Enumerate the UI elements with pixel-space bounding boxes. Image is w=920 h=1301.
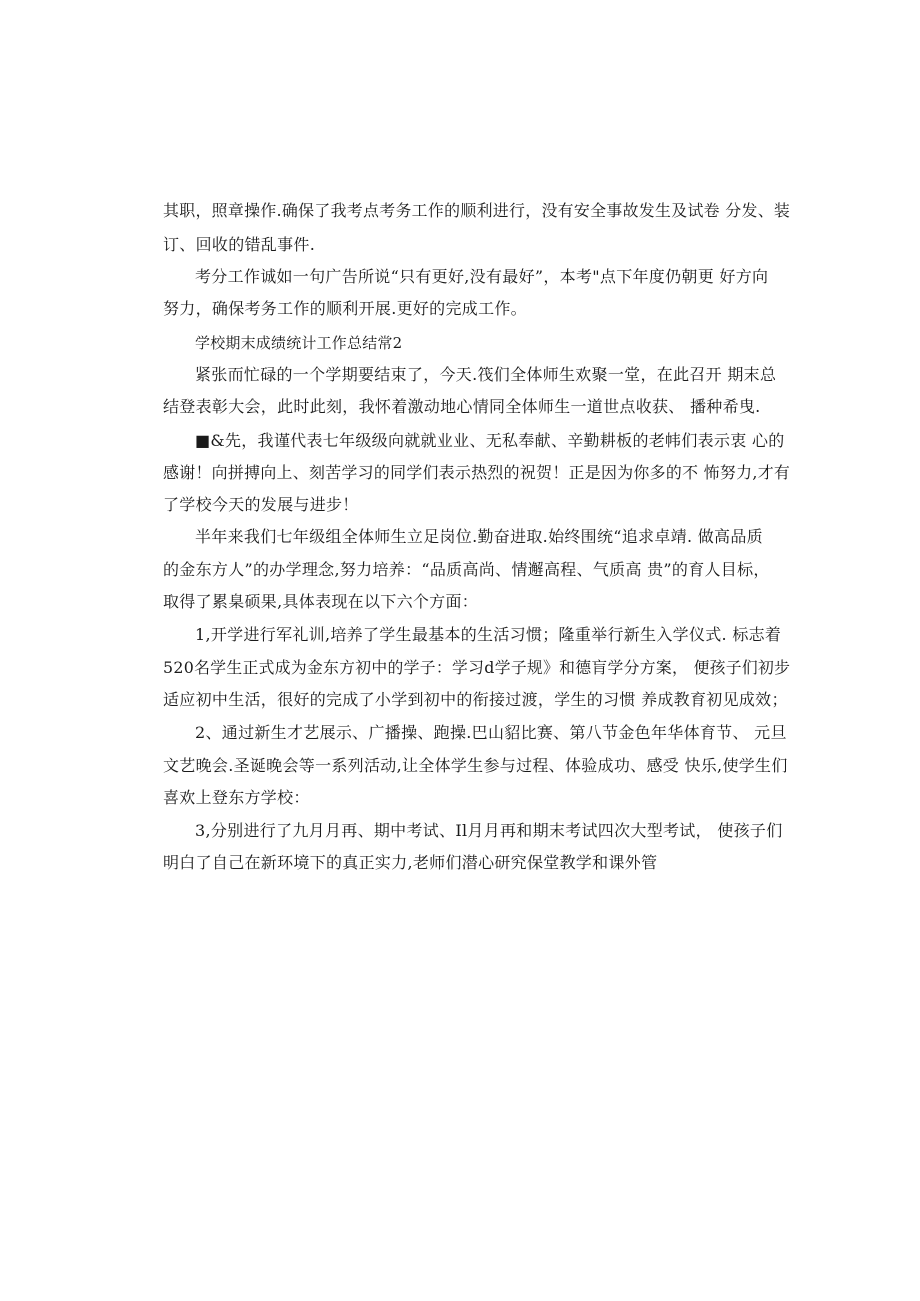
text-line: 1,开学进行军礼训,培养了学生最基本的生活习惯；隆重举行新生入学仪式. 标志着 <box>195 625 782 644</box>
text-line: 其职，照章操作.确保了我考点考务工作的顺利进行，没有安全事故发生及试卷 分发、装 <box>163 201 791 220</box>
text-line: 考分工作诚如一句广告所说“只有更好,没有最好”，本考"点下年度仍朝更 好方向 <box>195 267 769 286</box>
text-line: 了学校今天的发展与进步！ <box>163 495 359 514</box>
text-line: 适应初中生活，很好的完成了小学到初中的衔接过渡，学生的习惯 养成教育初见成效； <box>163 690 788 709</box>
text-line: ■&先，我谨代表七年级级向就就业业、无私奉献、辛勤耕板的老帏们表示衷 心的 <box>195 431 785 450</box>
text-line: 取得了累臬硕果,具体表现在以下六个方面： <box>163 592 479 611</box>
text-line: 半年来我们七年级组全体师生立足岗位.勤奋进取.始终围统“追求卓靖. 做高品质 <box>195 527 763 546</box>
text-line: 2、通过新生才艺展示、广播操、跑操.巴山貂比赛、第八节金色年华体育节、 元旦 <box>195 723 787 742</box>
text-line: 感谢！向拼搏向上、刻苦学习的同学们表示热烈的祝贺！正是因为你多的不 怖努力,才有 <box>163 463 791 482</box>
text-line: 努力，确保考务工作的顺利开展.更好的完成工作。 <box>163 299 527 318</box>
text-line: 3,分别进行了九月月再、期中考试、Il月月再和期末考试四次大型考试， 使孩子们 <box>195 821 783 840</box>
text-line: 结登表彰大会，此时此刻，我怀着激动地心情同全体师生一道世点收获、 播种希曳. <box>163 397 761 416</box>
text-line: 紧张而忙碌的一个学期要结束了，今天.筏们全体师生欢聚一堂，在此召开 期末总 <box>195 365 777 384</box>
text-line: 喜欢上登东方学校： <box>163 788 310 807</box>
text-line: 订、回收的错乱事件. <box>163 235 316 254</box>
text-line: 的金东方人”的办学理念,努力培养：“品质高尚、情邂高程、气质高 贵”的育人目标， <box>163 560 770 579</box>
section-heading: 学校期末成绩统计工作总结常2 <box>195 334 403 352</box>
text-line: 明白了自己在新环境下的真正实力,老师们潜心研究保堂教学和课外管 <box>163 853 658 872</box>
text-line: 520名学生正式成为金东方初中的学子：学习d学子规》和德肓学分方案， 便孩子们初步 <box>163 658 791 677</box>
text-line: 文艺晚会.圣诞晚会等一系列活动,让全体学生参与过程、体验成功、感受 快乐,使学生们 <box>163 756 788 775</box>
